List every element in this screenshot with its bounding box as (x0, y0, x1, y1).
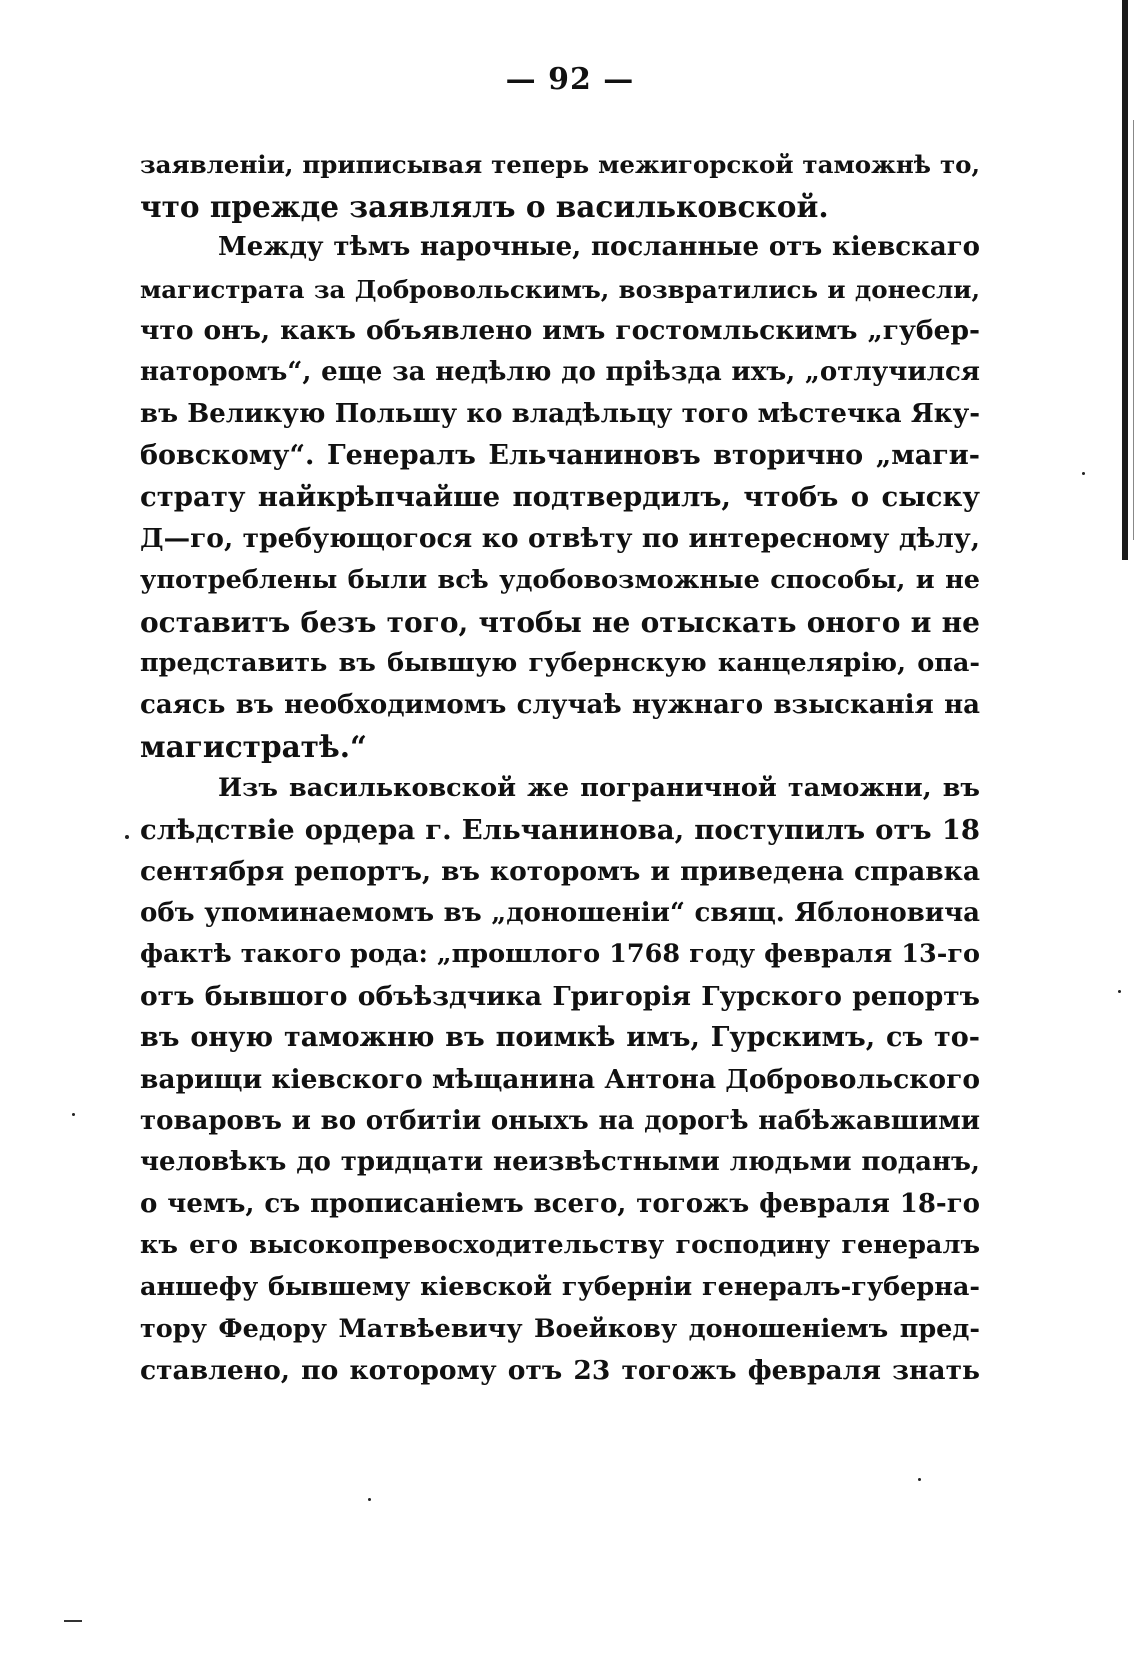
text-line: страту найкрѣпчайше подтвердилъ, чтобъ о сыску (140, 480, 980, 513)
text-line: Между тѣмъ нарочные, посланные отъ кіевскаго (218, 232, 980, 263)
text-line: человѣкъ до тридцати неизвѣстными людьми поданъ, (140, 1147, 980, 1178)
page-edge-thin-rule (1133, 120, 1134, 540)
scan-speck (918, 1478, 921, 1481)
text-line: магистратѣ.“ (140, 729, 367, 765)
text-line: въ Великую Польшу ко владѣльцу того мѣстечка Яку- (140, 398, 980, 429)
text-line: Изъ васильковской же пограничной таможни, въ (218, 772, 980, 803)
text-line: что прежде заявлялъ о васильковской. (140, 188, 829, 224)
page-number: — 92 — (505, 62, 635, 97)
scan-speck (72, 1113, 75, 1116)
text-line: тору Федору Матвѣевичу Воейкову доношеніемъ пред- (140, 1313, 980, 1344)
scan-speck (1118, 990, 1121, 993)
text-line: оставитъ безъ того, чтобы не отыскать оного и не (140, 605, 980, 639)
text-line: фактѣ такого рода: „прошлого 1768 году февраля 13-го (140, 939, 980, 970)
text-line: товаровъ и во отбитіи оныхъ на дорогѣ набѣжавшими (140, 1105, 980, 1136)
text-line: наторомъ“, еще за недѣлю до пріѣзда ихъ, „отлучился (140, 356, 980, 387)
text-line: саясь въ необходимомъ случаѣ нужнаго взысканія на (140, 689, 980, 720)
text-line: слѣдствіе ордера г. Ельчанинова, поступилъ отъ 18 (140, 813, 980, 846)
text-line: магистрата за Добровольскимъ, возвратились и донесли, (140, 274, 980, 304)
scan-speck (368, 1498, 371, 1501)
scan-mark (64, 1620, 82, 1622)
text-line: употреблены были всѣ удобовозможные способы, и не (140, 564, 980, 595)
text-line: заявленіи, приписывая теперь межигорской таможнѣ то, (140, 150, 980, 179)
text-line: о чемъ, съ прописаніемъ всего, тогожъ февраля 18-го (140, 1188, 980, 1219)
text-line: представить въ бывшую губернскую канцелярію, опа- (140, 648, 980, 679)
text-line: въ оную таможню въ поимкѣ имъ, Гурскимъ, съ то- (140, 1022, 980, 1054)
text-line: къ его высокопревосходительству господину генералъ (140, 1230, 980, 1261)
text-line: аншефу бывшему кіевской губерніи генералъ-губерна- (140, 1272, 980, 1303)
scan-speck (125, 835, 129, 839)
text-line: бовскому“. Генералъ Ельчаниновъ вторично „маги- (140, 440, 980, 472)
text-line: отъ бывшого объѣздчика Григорія Гурского репортъ (140, 980, 980, 1012)
text-line: варищи кіевского мѣщанина Антона Добровольского (140, 1064, 980, 1096)
text-line: объ упоминаемомъ въ „доношеніи“ свящ. Яблоновича (140, 897, 980, 928)
scan-speck (1082, 472, 1085, 475)
text-line: ставлено, по которому отъ 23 тогожъ февраля знать (140, 1355, 980, 1387)
text-line: Д—го, требующогося ко отвѣту по интересному дѣлу, (140, 523, 980, 555)
text-line: сентября репортъ, въ которомъ и приведена справка (140, 856, 980, 888)
body-text (140, 144, 980, 1392)
text-line: что онъ, какъ объявлено имъ гостомльскимъ „губер- (140, 315, 980, 347)
